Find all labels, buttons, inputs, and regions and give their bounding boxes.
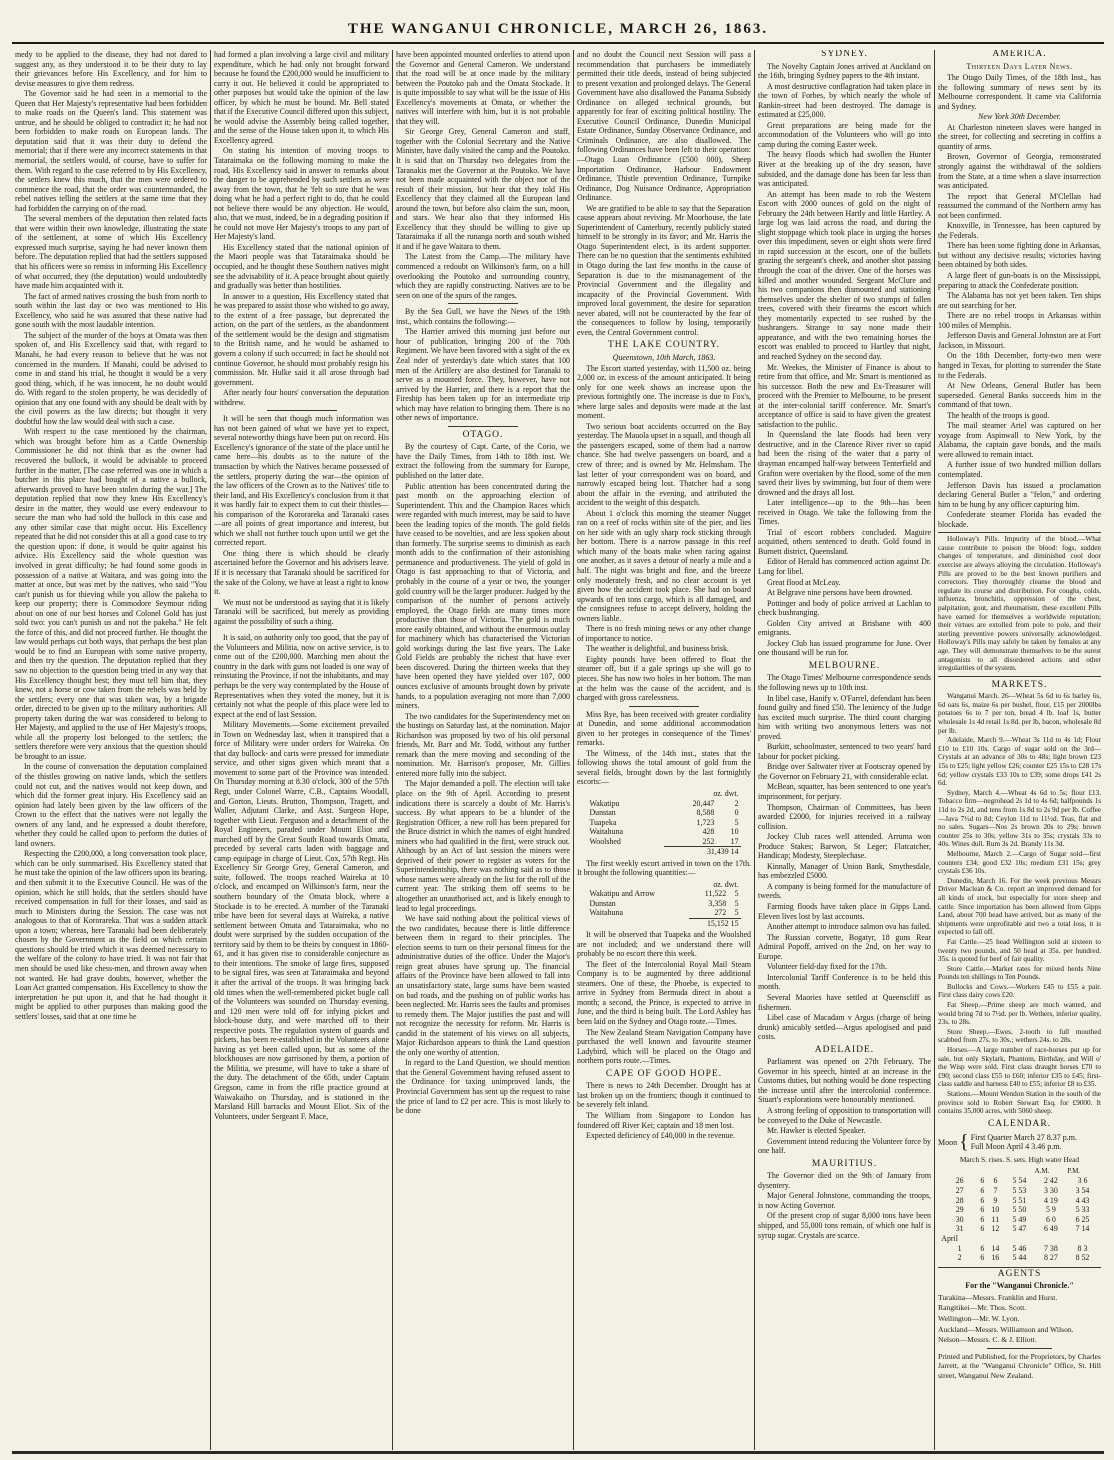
paragraph: Jockey Club races well attended. Arruma won Produce Stakes; Barwon, St Leger; Flatcatcher, Handicap; Modesty, Steeplechase. (758, 832, 931, 861)
paragraph: Store Sheep.—Ewes, 2-tooth to full mouthed scabbed from 27s. to 30s.; wethers 24s. to 28s. (938, 1027, 1101, 1045)
tide-row (941, 1253, 1097, 1263)
tide-cell: 4 19 (1044, 1195, 1058, 1205)
paragraph: At New Orleans, General Butler has been superseded. General Banks succeeds him in the command of that town. (938, 381, 1101, 410)
paragraph: In Queensland the late floods had been very destructive, and in the Clarence River river so rapid had been the rising of the water that a party of drayman encamped half-way between Tenterfield and Grafton were overtaken by the flood, some of the men saved their lives by swimming, but four of them were drowned and the drays all lost. (758, 430, 931, 497)
tide-cell: 1 (957, 1243, 962, 1253)
section-heading-calendar: CALENDAR. (987, 1118, 1052, 1129)
divider (267, 629, 337, 630)
paragraph: Bullocks and Cows.—Workers £45 to £55 a pair. First class dairy cows £20. (938, 982, 1101, 1000)
paragraph: The William from Singapore to London has foundered off River Kei; captain and 18 men lost. (577, 1110, 751, 1130)
paragraph: Golden City arrived at Brisbane with 400 emigrants. (758, 618, 931, 638)
tide-cell: 5 49 (1012, 1214, 1027, 1224)
paragraph: A large fleet of gun-boats is on the Mississippi, preparing to attack the Confederate position. (938, 271, 1101, 290)
paragraph: Stations.—Mount Wendon Station in the south of the province sold to Robert Stewart Esq. for £9000. It contains 35,000 acres, with 5060 sheep. (938, 1090, 1101, 1116)
tide-cell: 5 51 (1012, 1195, 1027, 1205)
section-heading-cape: CAPE OF GOOD HOPE. (605, 1068, 723, 1079)
paragraph: The Governor died on the 9th of January from dysentery. (758, 1171, 931, 1190)
paragraph: had formed a plan involving a large civil and military expenditure, which he had only not brought forward because he found the £200,000 would be insufficient to carry it out. He believed it could be appropriated to other purposes but would take the opinion of the law officer, by which he must be bound. Mr. Bell stated that if the Executive Council differed upon this subject, he would advise the Assembly being called together, and the sense of the House taken upon it, to which His Excellency agreed. (214, 50, 389, 145)
tide-cell: 6 25 (1075, 1214, 1090, 1224)
paragraph: There is news to 24th December. Drought has at last broken up on the frontiers; though it continued to be severely felt inland. (577, 1081, 751, 1110)
list-item: Turakina—Messrs. Franklin and Hurst. (938, 1292, 1058, 1302)
paragraph: A most destructive conflagration had taken place in the town of Forbes, by which nearly the whole of Rankin-street had been destroyed. The damage is estimated at £25,000. (758, 81, 931, 120)
paragraph: The Russian corvette, Bogatyr, 18 guns Rear Admiral Popoff, arrived on the 2nd, on her way to Europe. (758, 932, 931, 961)
paragraph: Expected deficiency of £40,000 in the revenue. (586, 1131, 735, 1141)
paragraph: Jefferson Davis has issued a proclamation declaring General Butler a "felon," and ordering him to be hung by any officer capturing him. (938, 480, 1101, 509)
tide-cell: 2 (957, 1253, 962, 1263)
unit-header: oz. dwt. (713, 789, 739, 799)
section-heading-agents: AGENTS (938, 1267, 1101, 1280)
paragraph: By the Sea Gull, we have the News of the 19th inst., which contains the following:— (396, 307, 570, 326)
table-row: Woolshed 252 17 (589, 836, 739, 846)
moon-full: Full Moon April 4 3.46 p.m. (970, 1142, 1062, 1152)
brace-glyph: { (959, 1131, 969, 1154)
paragraph: On stating his intention of moving troops to Tataraimaka on the following morning to make the road, His Excellency said in answer to remarks about the danger to be apprehended by such settlers as were away from the town, that he 'felt so sure that he was doing what he had a perfect right to do, that he could not believe there would be any objection. He would, also, that we must, indeed, be in a degrading position if he could not move Her Majesty's troops to any part of Her Majesty's land. (214, 146, 389, 242)
paragraph: Two serious boat accidents occurred on the Bay yesterday. The Mauola upset in a squall, and though all the passengers escaped, some of them had a narrow chance. She had twelve passengers on board, and a crew of three; and is owned by Mr. Helmsham. The last letter of your correspondent was on board, and narrowly escaped being lost. Thatcher had a song about the affair in the evening, and attributed the accident to the weight of this despatch. (577, 421, 751, 508)
tide-cell: 5 46 (1012, 1243, 1027, 1253)
paragraph: Pottinger and body of police arrived at Lachlan to check bushranging. (758, 598, 931, 618)
paragraph: Thompson, Chairman of Committees, has been awarded £2000, for injuries received in a railway collision. (758, 802, 931, 831)
tide-cell: 26 (955, 1176, 964, 1186)
paragraph: The Major demanded a poll. The election will take place on the 9th of April. According to present indications there is scarcely a doubt of Mr. Harris's success. By what appears to be a blunder of the Registration Officer, a new roll has been prepared for the Bruce district in which the names of eight hundred miners who had qualified in the first, were struck out. Although by an Act of last session the miners were deprived of their power to register as voters for the Superintendentship, there was nothing said as to those whose names were already on the list for the roll of the current year. The striking them off seems to be altogether an unauthorised act, and is likely enough to lead to legal proceedings. (396, 779, 570, 913)
paragraph: The report that General M'Clellan had reassumed the command of the Northern army has not been confirmed. (938, 191, 1101, 220)
tide-cell: 6 (980, 1205, 985, 1215)
tide-am-header: A.M. (1034, 1166, 1050, 1175)
tide-cell: 5 53 (1012, 1186, 1027, 1196)
tide-cell: 7 14 (1075, 1224, 1090, 1234)
paragraph: The heavy floods which had swollen the Hunter River at the breaking up of the dry season, have subsided, and the damage done has been far less than was anticipated. (758, 150, 931, 189)
page-bottom-rule (12, 1451, 1104, 1454)
table-row: Wakatipu and Arrow 11,522 5 (589, 889, 739, 899)
paragraph: Jockey Club has issued programme for June. Over one thousand will be run for. (758, 638, 931, 658)
tide-cell: 6 49 (1044, 1224, 1058, 1234)
section-heading-markets: MARKETS. (991, 679, 1048, 690)
list-item: Wellington—Mr. W. Lyon. (938, 1314, 1020, 1324)
tide-cell: 2 42 (1044, 1176, 1058, 1186)
paragraph: The two candidates for the Superintendency met on the hustings on Saturday last, at the nomination. Major Richardson was proposed by two of his old personal friends, Mr. Barr and Mr. Todd, without any further remark than the mere moving and seconding of the nomination. Mr. Harrison's proposer, Mr. Gillies entered more fully into the subject. (396, 711, 570, 778)
paragraph: At Charleston nineteen slaves were hanged in the street, for collecting and secreting in coffins a quantity of arms. (938, 122, 1101, 151)
tide-row (941, 1215, 1097, 1225)
tide-cell: 8 3 (1077, 1243, 1088, 1253)
section-heading-lake-country: THE LAKE COUNTRY. (607, 340, 721, 351)
tide-cell: 4 43 (1075, 1195, 1090, 1205)
paragraph: The health of the troops is good. (947, 410, 1050, 420)
moon-first-quarter: First Quarter March 27 8.37 p.m. (970, 1132, 1077, 1142)
paragraph: We are gratified to be able to say that the Separation cause appears about reviving. Mr Moorhouse, the late Superintendent of Canterbury, recently publicly stated himself to be strongly in its favor; and Mr. Harris the Otago Superintendent elect, is its ardent supporter. There can be no question that the sentiments exhibited in Otago during the last few months in the cause of Separation is due to the mismanagement of the Provincial Government and the illegality and incapacity of the Provincial Government. With improved local government, the desire for separation never abated, will not be counteracted by the fear of the consequences to follow by losing, temporarily even, the Central Government control. (577, 203, 752, 337)
column-5 (755, 50, 934, 1450)
paragraph: Editor of Herald has commenced action against Dr. Lang for libel. (758, 557, 931, 576)
paragraph: Melbourne, March 2.—Cargo of Sugar sold—first counters £34; good £32 10s; medium £31 15s; grey crystals £36 10s. (938, 849, 1101, 876)
column-1 (12, 50, 210, 1450)
divider (267, 410, 337, 411)
paragraph: The Novelty Captain Jones arrived at Auckland on the 16th, bringing Sydney papers to the 4th instant. (758, 61, 931, 81)
tide-cell: 6 (980, 1243, 985, 1253)
paragraph: A company is being formed for the manufacture of tweeds. (758, 881, 931, 901)
paragraph: Store Cattle.—Market rates for mixed herds Nine Pounds ten shillings to Ten Pounds. (938, 964, 1101, 982)
tide-cell: 6 (980, 1214, 985, 1224)
tide-cell: 10 (991, 1205, 1000, 1215)
dateline: Queenstown, 10th March, 1863. (612, 352, 716, 362)
section-heading-adelaide: ADELAIDE. (814, 1044, 875, 1055)
list-item: Auckland—Messrs. Williamson and Wilson. (938, 1324, 1074, 1334)
paragraph: Confederate steamer Florida has evaded the blockade. (938, 510, 1101, 529)
paragraph: Volunteer field-day fixed for the 17th. (767, 962, 887, 972)
paragraph: medy to be applied to the disease, they had not dared to suggest any, as they understood it to be their duty to lay their grievances before His Excellency, and for him to devise measures to give them redress. (15, 50, 207, 88)
tide-cell (1067, 1234, 1098, 1244)
divider (448, 426, 518, 427)
paragraph: Several Maories have settled at Queenscliff as fishermen. (758, 992, 931, 1012)
paragraph: The first weekly escort arrived in town on the 17th. It brought the following quantities:— (577, 858, 751, 878)
tide-cell: 29 (955, 1205, 964, 1215)
paragraph: We must not be understood as saying that it is likely Taranaki will be sacrificed, but merely as providing against the possibility of such a thing. (214, 597, 389, 626)
paragraph: The several members of the deputation then related facts that were within their own knowledge, illustrating the state of the settlement, at some of which His Excellency expressed much surprise, saying he had never known them before. The deputation replied that had the settlers supposed that his officers were so remiss in informing His Excellency of what occurred, they (the deputation) would undoubtedly have made him acquainted with it. (15, 214, 207, 291)
paragraph: Of the present crop of sugar 8,000 tons have been shipped, and 55,000 tons remain, of which one half is syrup sugar. Crystals are scarce. (758, 1211, 931, 1240)
tide-row (941, 1205, 1097, 1215)
paragraph: Wanganui March. 26—Wheat 5s 6d to 6s barley 6s, 6d oats 6s, maize 6s per bushel, flour, £15 per 2000lbs potatoes 6s to 7 per ton, bread 4 lb. loaf 1s, butter wholesale 1s 4d retail 1s 8d. per lb, bacon, wholesale 8d per lb. (938, 692, 1101, 735)
tide-cell: 3 30 (1044, 1186, 1058, 1196)
paragraph: At Belgrave nine persons have been drowned. (767, 588, 913, 598)
paragraph: An attempt has been made to rob the Western Escort with 2000 ounces of gold on the night of February the 24th between Hartly and little Hartley. A large log was laid across the road, and during the slight stoppage which took place in urging the horses over this impediment, seven or eight shots were fired in rapid succession at the escort, one of the bullets grazing the sergeant's cheek, and another shot passing through the coat of the driver. One of the horses was killed and another wounded. Sergeant McClure and his two companions then dismounted and stationing themselves under the shelter of two stumps of fallen trees, covered with their firearms the escort which they momentarily expected to see rushed by the bushrangers. Strange to say none made their appearance, and with the two remaining horses the escort was enabled to proceed to Hartley that night, and reached Sydney on the second day. (758, 189, 931, 361)
paragraph: A strong feeling of opposition to transportation will be conveyed to the Duke of Newcastle. (758, 1105, 931, 1125)
tide-cell: 5 54 (1012, 1176, 1027, 1186)
paragraph: We have said nothing about the political views of the two candidates, because there is little difference between them in regard to their principles. The election seems to turn on their personal fitness for the administrative duties of the office. Under the Major's reign great abuses have sprung up. The financial affairs of the Province have been allowed to fall into an unsatisfactory state, large sums have been wasted on bad roads, and the pushing on of public works has been neglected. Mr. Harris sees the faults and promises to remedy them. The Major justifies the past and will not recognize the necessity for reform. Mr. Harris is candid in the statement of his views on all subjects, Major Richardson appears to think the Land question the only one worthy of attention. (396, 914, 570, 1057)
paragraph: A further issue of two hundred million dollars contemplated. (938, 460, 1101, 479)
paragraph: The weather is delightful, and business brisk. (586, 644, 729, 654)
paragraph: Major General Johnstone, commanding the troops, is now Acting Governor. (758, 1191, 931, 1210)
escort-weekly-table (587, 880, 740, 929)
paragraph: Great preparations are being made for the accommodation of the Volunteers who will go into camp during the coming Easter week. (758, 120, 931, 149)
section-subheading: Thirteen Days Later News. (966, 61, 1073, 71)
paragraph: By the courtesy of Capt. Carte, of the Corio, we have the Daily Times, from 14th to 18th inst. We extract the following from the summary for Europe, published on the latter date. (396, 442, 570, 480)
tide-row (941, 1186, 1097, 1196)
paragraph: The Harrier arrived this morning just before our hour of publication, bringing 200 of the 70th Regiment. We have been favored with a sight of the ex Zeal nder of yesterday's date which states that 100 men of the Artillery are also destined for Taranaki to serve as a mounted force. They, however, have not arrived by the Harrier, and there is a report that the Fireship has been taken up for an intermediate trip which may have relation to bringing them. There is no other news of importance. (396, 327, 570, 423)
paragraph: Trial of escort robbers concluded. Maguire acquitted, others sentenced to death. Gold found in Burnett district, Queensland. (758, 527, 931, 556)
paragraph: Another attempt to introduce salmon ova has failed. (767, 922, 931, 932)
paragraph: There are no rebel troops in Arkansas within 100 miles of Memphis. (938, 311, 1101, 330)
tide-cell: 5 44 (1012, 1253, 1027, 1263)
tide-cell: 14 (991, 1243, 1000, 1253)
list-item: Rangitikei—Mr. Thos. Scott. (938, 1303, 1027, 1313)
paragraph: About 1 o'clock this morning the steamer Nugget ran on a reef of rocks within site of the pier, and lies on her side with an ugly sharp rock sticking through her bottom. There is a narrow passage in this reef which many of the boats make when racing against one another, as it saves a detour of nearly a mile and a half. The night was bright and fine, and the breeze only moderately fresh, and no clear account is yet given how the accident took place. She had on board upwards of ten tons cargo, which is all damaged, and the consignees refuse to accept delivery, holding the owners liable. (577, 508, 751, 623)
agents-subheading: For the "Wanganui Chronicle." (965, 1281, 1074, 1291)
paragraph: It is said, on authority only too good, that the pay of the Volunteers and Militia, now on active service, is to come out of the £200,000. Marching men about the country in the dark with guns not loaded is one way of reinstating the Province, if not the inhabitants, and may perhaps be the very way contemplated by the House of Representatives when they voted the money, but it is certainly not what the people of this place were led to expect at the end of last Session. (214, 633, 389, 719)
paragraph: Jefferson Davis and General Johnston are at Fort Jackson, in Missouri. (938, 331, 1101, 350)
paragraph: and no doubt the Council next Session will pass a recommendation that purchasers be immediately permitted their title deeds, instead of being subjected to present vexation and prolonged delays. The General Government have also disallowed the Panama Subsidy Ordinance on alleged technical grounds, but apparently for fear of exciting political hostility. The Executive Council Ordinance, Dunedin Municipal Estate Ordinance, Sunday Observance Ordinance, and Criminals Ordinance, are also disallowed. The following Ordinances have been left to their operation:—Otago Loan Ordinance (£500 000), Sheep Importation Ordinance, Harbour Endowment Ordinance, Thistle prevention Ordinance, Turnpike Ordinance, Dog Nuisance Ordinance, Appropriation Ordinance. (577, 50, 751, 203)
paragraph: One thing there is which should be clearly ascertained before the Governor and his advisers leave. If it is necessary that Taranaki should be sacrificed for the sake of the Colony, we have at least a right to know it. (214, 548, 389, 597)
tide-cell: April (941, 1234, 958, 1244)
tide-cell: 3 6 (1077, 1176, 1088, 1186)
paragraph: Mr. Weekes, the Minister of Finance is about to retire from that office, and Mr. Smart is mentioned as his successor. Both the new and Ex-Treasurer will proceed with the Premier to Melbourne, to be present at the inter-colonial tariff conference. Mr. Smart's acceptance of office is said to have given the greatest satisfaction to the public. (758, 362, 931, 429)
tide-cell: 27 (955, 1186, 964, 1196)
escort-fortnight-table (587, 789, 740, 857)
paragraph: Brown, Governor of Georgia, remonstrated strongly against the withdrawal of the soldiers from the State, at a time when a slave insurrection was anticipated. (938, 152, 1101, 191)
paragraph: In libel case, Hanify v. O'Farrel, defendant has been found guilty and fined £50. The leniency of the Judge has excited much surprise. The third count charging him with writing two anonymous letters was not proved. (758, 693, 931, 741)
list-item: Nelson—Messrs. C. & J. Elliott. (938, 1335, 1037, 1345)
paragraph: The Otago Daily Times, of the 18th Inst., has the following summary of news sent by its Melbourne correspondent. It came via California and Sydney. (938, 73, 1101, 111)
tide-cell: 8 27 (1044, 1253, 1058, 1263)
paragraph: have been appointed mounted orderlies to attend upon the Governor and General Cameron. We understand that the road will be at once made by the military between the Poutoko pah and the Omata Stockade. It is quite impossible to say what will be the issue of His Excellency's movements at Omata, or whether the natives will interfere with him, but it is not probable that they will. (396, 50, 570, 126)
tide-cell: 6 (980, 1224, 985, 1234)
paragraph: It will be seen that though much information was has not been gained of what we have yet to expect, several noteworthy things have been put on record. His Excellency's ignorance of the state of the place until he came here—his doubts as to the nature of the transaction by which the Natives became possessed of the settlers, property during the war—the opinion of the law officers of the Crown as to the Natives' title to their land, and His Excellency's conclusion from it that it was hardly fair to expect them to cut their thistles—his comparison of the Kororareka and Taranaki cases—are all points of great importance and interest, but which we shall not further touch upon until we get the corrected report. (214, 414, 389, 548)
moon-phases (938, 1132, 1101, 1152)
paragraph: With respect to the case mentioned by the chairman, which was brought before him as a Cattle Ownership Commissioner he did not think that as the owner had recovered the bullock, it would be advisable to proceed further in the matter, [The case referred was one in which a butcher in this place had bought of a native a bullock, afterwards proved to have been stolen during the war.] The deputation replied that now they knew His Excellency's desire in the matter, they would use every endeavour to secure the man who had sold the bullock in this case and any other similar case that might occur. His Excellency repeated that he did not consider this at all a good case to try the question upon: if done, it would be quite against his advice. His Excellency said the whole question was involved in great difficulty; he had found some goods in possession of a native at Waitara, and was going into the matter at once, but was met by the natives, who said "You can't punish us for thieving while you allow the pakeha to keep our property; there is Commodore Seymour riding about on one of our best horses and Colonel Gold has just sold two: you can't punish us and not the pakeha." He felt the force of this, and did not proceed further. He thought the law would perhaps cut both ways, that perhaps the best plan would be to find an European with some native property, and then try the question. The deputation replied that they saw no objection to the question being tried in any way that His Excellency thought best; they must tell him that, they knew, not a horse or cow taken from the rebels was held by the settlers; every one that was taken was, by a brigade order, directed to be given up to the military authorities. All property taken during the war was considered to belong to Her Majesty, and applied to the use of Her Majesty's troops, while all the property lost belonged to the settlers; the settlers therefore were very anxious that the question should be brought to an issue. (15, 427, 207, 761)
tide-row (941, 1244, 1097, 1254)
table-row: Waitahuna 428 10 (589, 827, 739, 837)
paragraph: Public attention has been concentrated during the past month on the approaching election of Superintendent. This and the Champion Races which were regarded with much interest, may be said to have been the leading topics of the month. The gold fields have ceased to be novelties, and are less spoken about than formerly. The surprise seems to diminish as each month adds to the confirmation of their astonishing permanence and productiveness. The yield of gold in Otago is fast approaching to that of Victoria, and probably in the course of a year or two, the younger gold country will be the larger producer. Judged by the comparison of the number of persons actively employed, the Otago fields are many times more productive than those of Victoria. The gold is much more easily obtained, and without the enormous outlay for machinery which has characterised the Victorian gold workings during the last five years. The Lake Gold Fields are probably the richest that have ever been discovered. During the thirteen weeks that they have been opened they have yielded over 107, 000 ounces exclusive of amounts brought down by private hands, to a population averaging not more than 7,000 miners. (396, 481, 570, 711)
tide-cell: 6 (980, 1253, 985, 1263)
table-row: Waitahuna 272 5 (589, 908, 739, 918)
unit-header: oz. dwt. (713, 879, 739, 889)
paragraph: The Governor said he had seen in a memorial to the Queen that Her Majesty's representative had been forbidden to make roads on the Queen's land. This statement was untrue, and he should be obliged to contradict it; he had not been forbidden to make roads on European lands. The deputation said that it was their duty to defend the memorial; that if there were any incorrect statements in that memorial, the settlers would, of course, have to suffer for them. With regard to the case referred to by His Excellency, the settlers knew this much, that the men were ordered to commence the road, that the order was countermanded, the rebel natives telling the settlers at the same time that they had forbidden the carrying on of the road. (15, 89, 207, 213)
paragraph: Eighty pounds have been offered to float the steamer off, but if a gale springs up she will go to pieces. She has now two holes in her bottom. The man at the helm was the cause of the accident, and is charged with gross carelessness. (577, 654, 751, 703)
column-6 (935, 50, 1104, 1450)
paragraph: Bridge over Saltwater river at Footscray opened by the Governor on February 21, with considerable eclat. (758, 762, 931, 781)
tide-cell: 7 (993, 1186, 998, 1196)
tide-row (941, 1176, 1097, 1186)
tide-cell: 5 47 (1012, 1224, 1027, 1234)
tide-cell: 6 (980, 1176, 985, 1186)
tide-pm-header: P.M. (1067, 1166, 1081, 1175)
table-row: Dunstan 8,588 0 (589, 808, 739, 818)
tide-cell: 31 (955, 1224, 964, 1234)
dateline: New York 30th December. (978, 112, 1061, 122)
tide-cell: 28 (955, 1195, 964, 1205)
paragraph: Intercolonial Tariff Conference is to be held this month. (758, 972, 931, 992)
paragraph: Holloway's Pills. Impurity of the blood.—What cause contribute to poison the blood: fogs, sudden changes of temperature, and diminished cool door exercise are always alloying the circulation. Holloway's Pills are proved to be the best known purifiers and correctors. They thoroughly cleanse the blood and regulate its course and distribution. For coughs, colds, influenza, bronchitis, oppression of the chest, palpitation, gout, and rheumatism, these excellent Pills have earned for themselves a worldwide reputation; their virtues are extolled from pole to pole, and their sterling preventive powers universally acknowledged. Holloway's Pills may safely be taken by females at any age. They will demonstrate themselves to be the surest antagonists to all disordered actions and other irregularities of the system. (938, 535, 1101, 673)
paragraph: The Escort started yesterday, with 11,500 oz. being 2,000 oz. in excess of the amount anticipated. It being only for one week shows an increase upon the previous fortnightly one. The increase is due to Fox's, where large sales and deposits were made at the last moment. (577, 363, 751, 421)
tide-table (941, 1167, 1097, 1263)
paragraph: In the course of conversation the deputation complained of the thistles growing on native lands, which the settlers could not cut, and the natives would not keep down, and which did the former great injury. His Excellency said an opinion had lately been given by the law officers of the Crown to the effect that the natives were not legally the owners of any land, and he expressed a doubt therefore, whether they could be called upon to perform the duties of land owners. (15, 762, 207, 848)
agents-list (938, 1293, 1101, 1345)
paragraph: Mr. Hawker is elected Speaker. (767, 1126, 866, 1136)
paragraph: On the 18th December, forty-two men were hanged in Texas, for plotting to surrender the State to the Federals. (938, 351, 1101, 380)
tide-cell: 11 (991, 1214, 1000, 1224)
tide-cell: 30 (955, 1214, 964, 1224)
column-4 (574, 50, 754, 1450)
tide-cell: 5 33 (1075, 1205, 1090, 1215)
table-row: Tuapeka 1,723 5 (589, 817, 739, 827)
tide-cell: 3 54 (1075, 1186, 1090, 1196)
paragraph: The New Zealand Steam Navigation Company have purchased the well known and favourite steamer Ladybird, which will be placed on the Otago and northern ports route.—Times. (577, 1027, 751, 1066)
moon-label: Moon (938, 1137, 958, 1147)
paragraph: Fat Sheep.—Prime sheep are much wanted, and would bring 7d to 7½d. per lb. Wethers, inferior quality, 23s. to 28s. (938, 1001, 1101, 1027)
paragraph: Military Movements.—Some excitement prevailed in Town on Wednesday last, when it transpired that a force of Military were under orders for Waireka. On that day bullock- and carts were pressed for immediate service, and other signs given which meant that a movement to some part of the Province was intended. On Thursday morning at 8.30 o'clock, 300 of the 57th Regt, under Colonel Warre, C.B., Captains Woodall, and Gorton, Lieuts. Brutton, Thompson, Tragett, and Waller, Adjutant Clarke, and Asst. Surgeon Hope, together with Lieut. Ferguson and a detachment of the Royal Engineers, paraded under Mount Eliot and marched off by the Great South Road towards Omata, preceded by several carts laden with baggage and camp equipage in charge of Lieut. Cox, 57th Regt. His Excellency Sir George Grey, General Cameron, and suite, followed. The troops reached Waireka at 10 o'clock, and encamped on Wilkinson's farm, near the southern boundary of the Omata block, where a Stockade is to be erected. A number of the Taranaki tribe have been for several days at Waireka, a native settlement between Omata and Tataraimaka, who no doubt were surprised by the sudden occupation of the territory said by them to be theirs by conquest in 1860-61, and it has given rise to considerable conjecture as to their intentions. The smoke of large fires, supposed to be signal fires, was seen at Tataraimaka and beyond it after the arrival of the troops. It was bringing back old times when the well-remembered picket bugle call of the Volunteers was sounded on Thursday evening, and 120 men were told off for infying picket and block-house duty, and were marched off to their respective posts. The regulation system of guards and pickets, has been re-established in the Volunteers alone having as yet been called upon, but as some of the blockhouses are now garrisoned by them, a portion of the Militia, we presume, will have to take a share of the duty. The detachment of the 65th, under Captain Gregson, came in from the rifle practice ground at Waiwakaiho on Thursday, and is stationed in the Marsland Hill barracks and Mount Eliot. Six of the Volunteers, under Sergeant F. Mace, (214, 720, 389, 1121)
paragraph: Great flood at McLeay. (767, 577, 841, 587)
column-3 (393, 50, 573, 1450)
tide-cell: 6 (993, 1176, 998, 1186)
tide-row (941, 1224, 1097, 1234)
table-row: Dunstan 3,358 5 (589, 898, 739, 908)
table-total: 31,439 14 (664, 847, 741, 857)
paragraph: The fleet of the Intercolonial Royal Mail Steam Company is to be augmented by three additional steamers. One of these, the Phoebe, is expected to arrive in Sydney from Bermuda direct in about a month; a second, the Prince, is expected to arrive in June, and the third is being built. The Lord Ashley has been laid on the Sydney and Otago route.—Times. (577, 959, 751, 1027)
paragraph: Knoxville, in Tennessee, has been captured by the Federals. (938, 221, 1101, 240)
masthead-title: THE WANGANUI CHRONICLE, MARCH 26, 1863. (347, 21, 769, 37)
paragraph: Government intend reducing the Volunteer force by one half. (758, 1136, 931, 1156)
paragraph: Dunedin, March 16. For the week previous Messrs Driver Maclean & Co. report an improved demand for all kinds of stock, but especially for store sheep and cattle. Since importation has been allowed from Gipps Land, about 700 head have arrived, but as many of the shipments were unprofitable and two a total loss, it is expected to fall off. (938, 876, 1101, 937)
paragraph: Sir George Grey, General Cameron and staff, together with the Colonial Secretary and the Native Minister, have daily visited the camp and the Poutoko. It is said that on Thursday two delegates from the Taranakis met the Governor at the Poutoko. We have not been made acquainted with the object nor of the result of their mission, but hear that they told His Excellency that they claimed all the European land around the town, but before also claim the sun, moon, and stars. We hear also that they informed His Excellency that they should be willing to give up Tataraimaka if all the runanga north and south wished it and if he gave Waitara to them. (396, 127, 570, 251)
paragraph: Later intelligence—up to the 9th—has been received in Otago. We take the following from the Times. (758, 498, 931, 527)
paragraph: The Latest from the Camp.—The military have commenced a redoubt on Wilkinson's farm, on a hill overlooking the Poutoko and surrounding country, which they are rapidly constructing. Natives are to be seen on one of the spurs of the ranges. (396, 252, 570, 300)
imprint: Printed and Published, for the Proprietors, by Charles Jarrett, at the "Wanganui Chronicle" Office, St. Hill street, Wanganui New Zealand. (938, 1351, 1101, 1380)
tide-cell: 9 (993, 1195, 998, 1205)
paragraph: Kinnally, Manager of Union Bank, Smythesdale, has embezzled £5000. (758, 861, 931, 881)
paragraph: The Otago Times' Melbourne correspondence sends the following news up to 10th inst. (758, 673, 931, 692)
tide-cell (978, 1234, 987, 1244)
divider (987, 1348, 1052, 1349)
section-heading-america: AMERICA. (992, 50, 1047, 59)
paragraph: It will be observed that Tuapeka and the Woolshed are not included; and we understand there will probably be no escort there this week. (577, 930, 751, 959)
tide-cell: 16 (991, 1253, 1000, 1263)
tide-cell: 6 0 (1045, 1214, 1056, 1224)
divider (629, 706, 699, 707)
paragraph: McBean, squatter, has been sentenced to one year's imprisonment, for perjury. (758, 782, 931, 802)
paragraph: The subject of the murder of the boys at Omata was then spoken of, and His Excellency said that, with regard to Manahi, he had every reason to believe that he was not concerned in the murders. If Manahi, could be advised to come in and stand his trial, he thought it would be a very good thing, which, if he was innocent, he no doubt would do. With regard to the stolen property, he was decidedly of opinion that any one found with any should be dealt with by the civil powers as the law directs; but thought it very doubtful how the law would deal with such a case. (15, 330, 207, 426)
table-row: Wakatipu 20,447 2 (589, 798, 739, 808)
tide-cell: 12 (991, 1224, 1000, 1234)
section-heading-melbourne: MELBOURNE. (808, 660, 881, 671)
tide-cell: 5 9 (1045, 1205, 1056, 1215)
masthead (12, 10, 1104, 44)
paragraph: There has been some fighting done in Arkansas, but without any decisive results; victories having been obtained by both sides. (938, 241, 1101, 270)
paragraph: In regard to the Land Question, we should mention that the General Government having refused assent to the Ordinance for taxing unimproved lands, the Provincial Government has sent up the request to raise the price of land to £2 per acre. This is most likely to be done (396, 1058, 570, 1116)
paragraph: Sydney, March 4.—Wheat 4s 6d to 5s; flour £13. Tobacco firm—negrohead 2s 1d to 4s 6d; halfpounds 1s 11d to 2s 2d, and tens from 1s 8d to 2s 9d per lb. Coffee—Java 7½d to 8d; Ceylon 11d to 11½d. Teas, flat and no sales. Sugars—Nos 2s brown 20s to 29s; brown counter 25s to 30s; yellow 31s to 35s; crystals 33s to 40s. Wines dull. Rum 3s 2d. Brandy 11s 3d. (938, 788, 1101, 849)
paragraph: In answer to a question, His Excellency stated that he was prepared to assist those who wished to go away, to the extent of a free passage, but deprecated the action, on the part of the settlers, as the abandonment of the settlement would be the design and stigmatism to the British name, and he would be ashamed to govern a colony if such occurred; in fact he should not continue Governor, he should most probably resign his commission. Mr. Hulke said it all arose through bad government. (214, 291, 390, 387)
tide-cell: 6 (980, 1186, 985, 1196)
tide-table-title: March S. rises. S. sets. High water Head (959, 1155, 1080, 1165)
section-heading-otago: OTAGO. (462, 429, 504, 440)
paragraph: Burkitt, schoolmaster, sentenced to two years' hard labour for pocket picking. (758, 742, 931, 761)
tide-cell: 6 (980, 1195, 985, 1205)
tide-cell (1035, 1234, 1068, 1244)
advertisement-holloway (938, 532, 1101, 677)
paragraph: After nearly four hours' conversation the deputation withdrew. (214, 388, 389, 407)
paragraph: Farming floods have taken place in Gipps Land. Eleven lives lost by last accounts. (758, 902, 931, 921)
tide-cell: 5 50 (1012, 1205, 1027, 1215)
section-heading-mauritius: MAURITIUS. (811, 1158, 878, 1169)
paragraph: Fat Cattle.—25 head Wellington sold at sixteen to twenty two pounds, and 50 head at 35s. per hundred. 35s. is quoted for beef of fair quality. (938, 937, 1101, 964)
tide-row (941, 1234, 1097, 1244)
paragraph: Parliament was opened on 27th February. The Governor in his speech, hinted at an increase in the Customs duties, but nothing would be done respecting the increase until after the intercolonial conference. Stuart's explorations were honourably mentioned. (758, 1057, 931, 1105)
paragraph: There is no fresh mining news or any other change of importance to notice. (577, 624, 751, 643)
tide-cell (1004, 1234, 1034, 1244)
paragraph: Miss Rye, has been received with greater cordiality at Dunedin, and some additional accommodation given to her proteges in consequence of the Times' remarks. (577, 709, 751, 748)
paragraph: Respecting the £200,000, a long conversation took place, which can be only summarised. His Excellency stated that he must take the opinion of the law officers upon its bearing, and then submit it to the Executive Council. He was of the opinion, which he still holds, that the settlers should have received compensation in full for their losses, and said as much to Ministers during the Session. The case was not analogous to that of Kororareka. That was a sudden attack upon a town; whereas, here Taranaki had been deliberately chosen by the Government as the field on which certain questions should be tried which it was deemed necessary to the welfare of the colony to have tried. It was not fair that men should be used like chess-men, and thrown away when not wanted. He had grave doubts, however, whether the Loan Act granted compensation. His Excellency to show the interpretation he put upon it, and that he had thought it might be applied to other purposes than making good the settlers' losses, said that at one time he (15, 849, 207, 1021)
paragraph: The Alabama has not yet been taken. Ten ships are out searching for her. (938, 291, 1101, 310)
paragraph: His Excellency stated that the national opinion of the Maori people was that Tataraimaka should be occupied, and he thought these Southern natives might see the advisability of it. A peace brought about quietly and gradually was better than hostilities. (214, 242, 389, 291)
tide-cell: 8 52 (1075, 1253, 1090, 1263)
column-2 (211, 50, 392, 1450)
divider (448, 303, 518, 304)
paragraph: Horses.—A large number of race-horses put up for sale, but only Skylark, Phantom, Birthday, and Will o' the Wisp were sold. First class draught horses £70 to £90; second class £55 to £60; inferior £35 to £45; first-class saddle and harness £40 to £55; inferior £8 to £35. (938, 1046, 1101, 1089)
tide-cell: 7 38 (1044, 1243, 1058, 1253)
tide-cell (987, 1234, 1004, 1244)
section-heading-sydney: SYDNEY. (821, 50, 868, 59)
tide-row (941, 1196, 1097, 1206)
paragraph: The mail steamer Ariel was captured on her voyage from Aspinwall to New York, by the Alabama, the captain gave bonds, and the mails were allowed to remain intact. (938, 421, 1101, 459)
paragraph: Libel case of Macadam v Argus (charge of being drunk) amicably settled—Argus apologised and paid costs. (758, 1013, 931, 1042)
paragraph: The fact of armed natives crossing the bush from north to south within the last day or two was mentioned to His Excellency, who said he was assured that these native had gone south with the most laudable intention. (15, 291, 207, 330)
paragraph: Adelaide, March 9.—Wheat 3s 11d to 4s 1d; Flour £10 to £10 10s. Cargo of sugar sold on the 3rd—Crystals at an advance of 30s to 48s; light brown £23 15s to £25; light yellow £26; counter £25 15s to £28 17s 6d; yellow crystals £33 10s to £39; some drops £41 2s 6d. (938, 736, 1101, 788)
table-total: 15,152 15 (689, 918, 741, 928)
paragraph: The Witness, of the 14th inst., states that the following shows the total amount of gold from the several fields, brought down by the last fortnightly escorts:— (577, 748, 751, 787)
newspaper-page (12, 10, 1104, 1450)
